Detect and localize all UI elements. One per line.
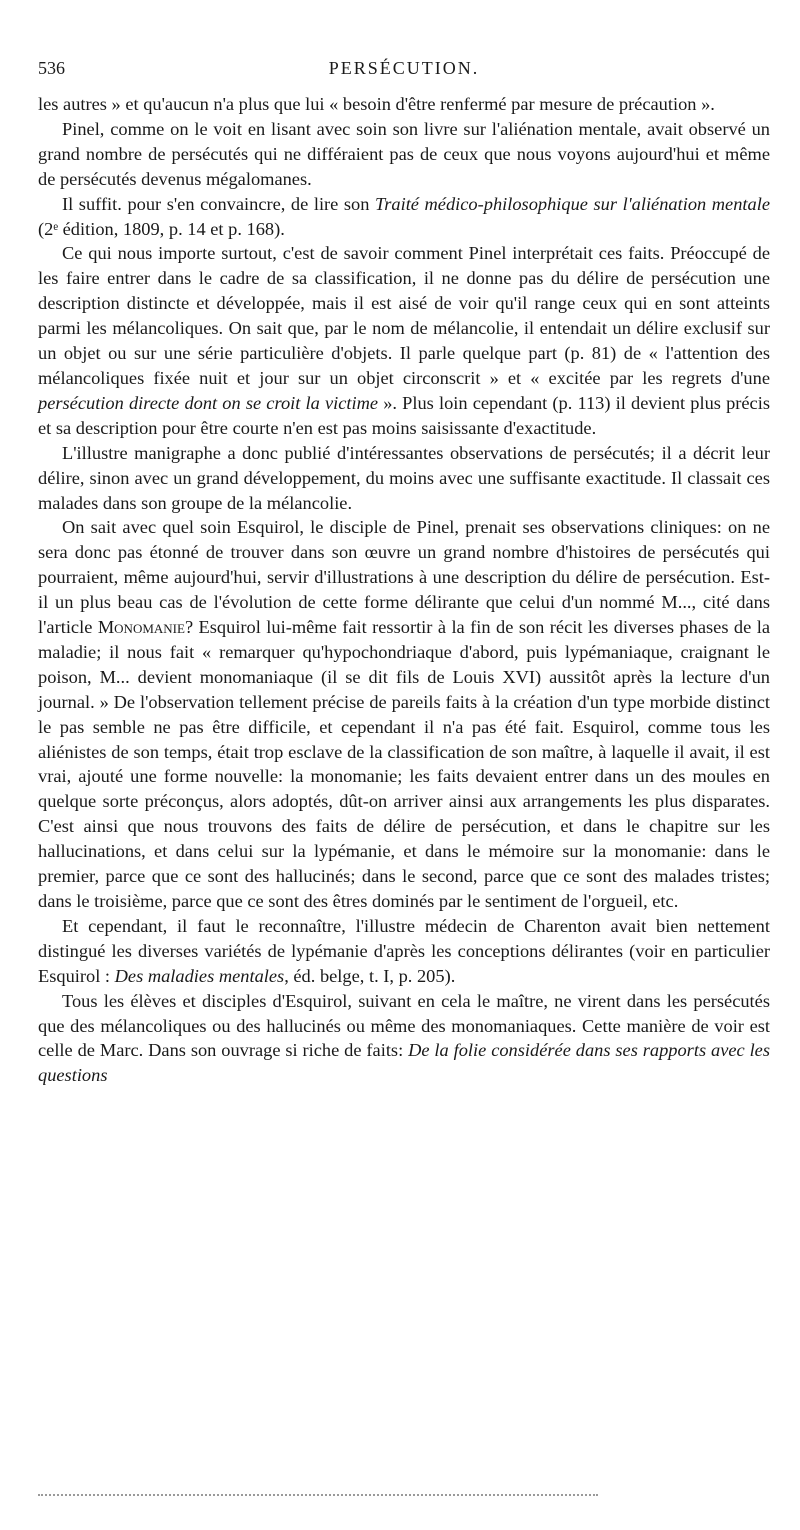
text-run: Il suffit. pour s'en convaincre, de lire son xyxy=(62,193,376,214)
text-run: L'illustre manigraphe a donc publié d'intéressantes observations de persécutés; il a décrit leur délire, sinon avec un grand développement, du moins avec une suffisante exactitude. Il classait ces malades dans son groupe de la mélancolie. xyxy=(38,442,770,513)
paragraph xyxy=(38,241,770,440)
text-run: ». Plus loin cependant (p. 113) il devient plus précis et sa description pour être courte n'en est pas moins saisissante d'exactitude. xyxy=(38,392,770,438)
book-page xyxy=(38,58,770,1088)
text-run: ? Esquirol lui-même fait ressortir à la fin de son récit les diverses phases de la maladie; il nous fait « remarquer qu'hypochondriaque d'abord, puis lypémaniaque, craignant le poison, M... devient monomaniaque (il se dit fils de Louis XVI) aussitôt après la lecture d'un journal. » De l'observation tellement précise de pareils faits à la création d'un type morbide distinct le pas semble ne pas être difficile, et cependant il n'a pas été fait. Esquirol, comme tous les aliénistes de son temps, était trop esclave de la classification de son maître, à laquelle il avait, il est vrai, ajouté une forme nouvelle: la monomanie; les faits devaient entrer dans un des moules en quelque sorte préconçus, alors adoptés, dût-on arriver ainsi aux arrangements les plus disparates. C'est ainsi que nous trouvons des faits de délire de persécution, et dans le chapitre sur les hallucinations, et dans celui sur la lypémanie, et dans le mémoire sur la monomanie: dans le premier, parce que ce sont des hallucinés; dans le second, parce que ce sont des malades tristes; dans le troisième, parce que ce sont des êtres dominés par le sentiment de l'orgueil, etc. xyxy=(38,617,771,911)
text-run: Ce qui nous importe surtout, c'est de savoir comment Pinel interprétait ces faits. Préoccupé de les faire entrer dans le cadre de sa classification, il ne donne pas du délire de persécution une description distincte et développée, mais il est aisé de voir qu'il range ceux qui en sont atteints parmi les mélancoliques. On sait que, par le nom de mélancolie, il entendait un délire exclusif sur un objet ou sur une série particulière d'objets. Il parle quelque part (p. 81) de « l'attention des mélancoliques fixée nuit et jour sur un objet circonscrit » et « excitée par les regrets d'une xyxy=(38,243,770,388)
text-run: Et cependant, il faut le reconnaître, l'illustre médecin de Charenton avait bien nettement distingué les diverses variétés de lypémanie d'après les conceptions délirantes (voir en particulier Esquirol : xyxy=(38,915,770,986)
text-run: Tous les élèves et disciples d'Esquirol, suivant en cela le maître, ne virent dans les persécutés que des mélancoliques ou des hallucinés ou même des monomaniaques. Cette manière de voir est celle de Marc. Dans son ouvrage si riche de faits: xyxy=(38,990,770,1061)
text-run: Pinel, comme on le voit en lisant avec soin son livre sur l'aliénation mentale, avait observé un grand nombre de persécutés qui ne différaient pas de ceux que nous voyons aujourd'hui et même de persécutés devenus mégalomanes. xyxy=(38,118,770,189)
paragraph xyxy=(38,515,770,914)
text-run: On sait avec quel soin Esquirol, le disciple de Pinel, prenait ses observations cliniques: on ne sera donc pas étonné de trouver dans son œuvre un grand nombre d'histoires de persécutés qui pourraient, même aujourd'hui, servir d'illustrations à une description du délire de persécution. Est-il un plus beau cas de l'évolution de cette forme délirante que celui d'un nommé M..., cité dans l'article xyxy=(38,517,770,638)
book-title-italic: De la folie considérée dans ses rapports avec les questions xyxy=(38,1040,770,1086)
quotation-italic: persécution directe dont on se croit la victime xyxy=(38,392,379,413)
paragraph xyxy=(38,117,770,192)
paragraph xyxy=(38,92,770,117)
paragraph xyxy=(38,441,770,516)
text-run: , éd. belge, t. I, p. 205). xyxy=(284,965,456,986)
running-title: PERSÉCUTION. xyxy=(328,58,480,78)
text-run: les autres » et qu'aucun n'a plus que lui « besoin d'être renfermé par mesure de précaution ». xyxy=(38,94,715,114)
paragraph xyxy=(38,914,770,989)
text-run: (2ᵉ édition, 1809, p. 14 et p. 168). xyxy=(38,218,285,239)
footer-rule xyxy=(38,1494,598,1496)
paragraph xyxy=(38,989,770,1089)
running-head xyxy=(38,58,770,92)
book-title-italic: Des maladies mentales xyxy=(114,965,285,986)
page-number: 536 xyxy=(38,58,65,78)
book-title-italic: Traité médico-philosophique sur l'aliénation mentale xyxy=(375,193,770,214)
paragraph xyxy=(38,192,770,242)
body-text xyxy=(38,92,770,1088)
article-name-smallcaps: Monomanie xyxy=(97,617,185,638)
